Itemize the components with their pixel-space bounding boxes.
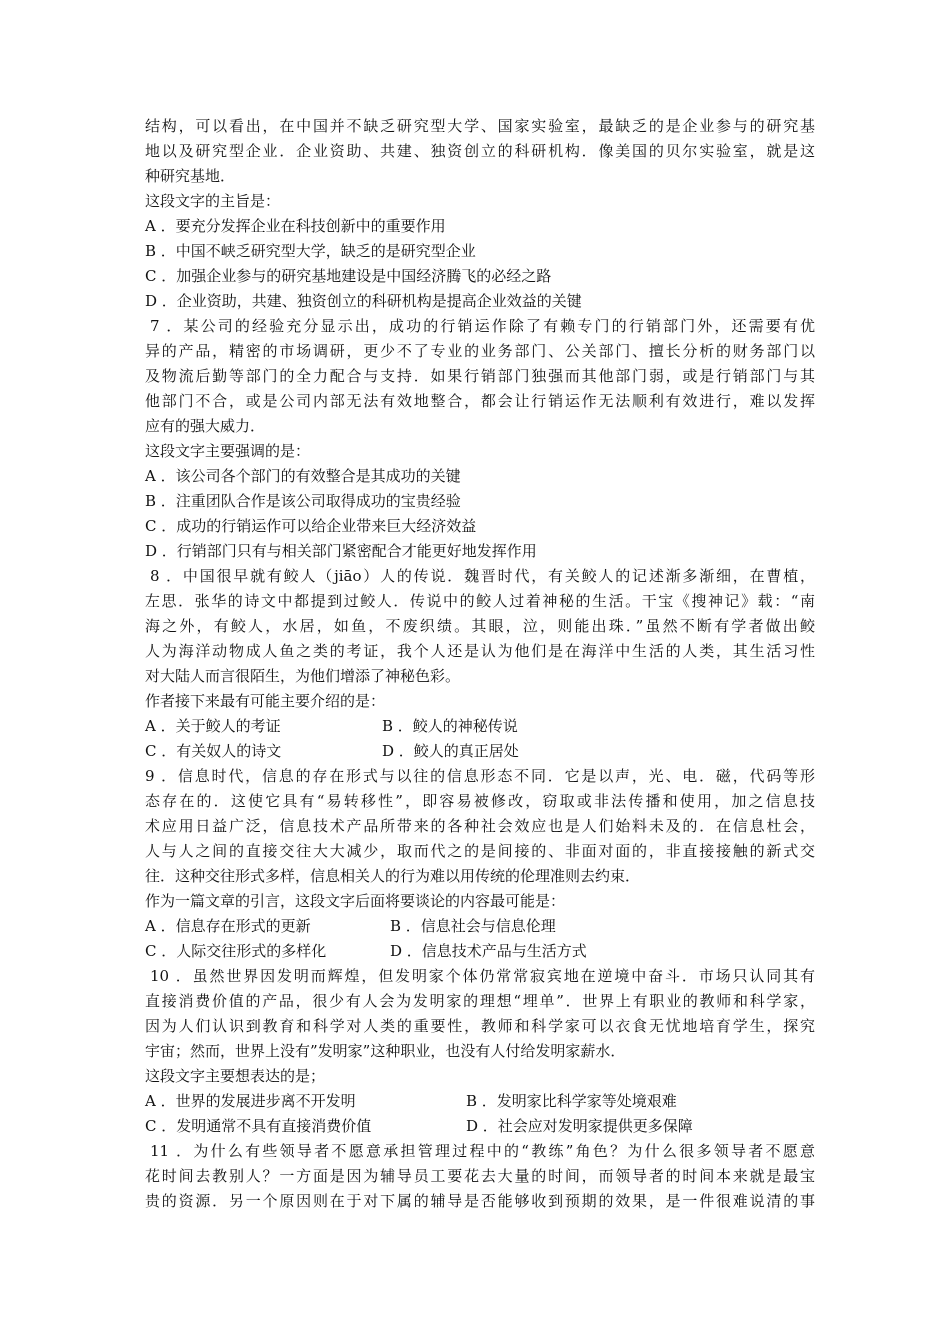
option-c: C ．人际交往形式的多样化: [145, 942, 327, 960]
option-c: C ．发明通常不具有直接消费价值: [145, 1117, 372, 1135]
passage-line: 9 ．信息时代，信息的存在形式与以往的信息形态不同．它是以声，光、电．磁，代码等形: [145, 767, 815, 785]
option-row: [145, 914, 815, 939]
option-b: B ．信息社会与信息伦理: [390, 917, 556, 935]
option-b: B ．中国不峡乏研究型大学，缺乏的是研究型企业: [145, 242, 476, 260]
option-row: [145, 1089, 815, 1114]
option-c: C ．有关奴人的诗文: [145, 742, 282, 760]
passage-line: 地以及研究型企业．企业资助、共建、独资创立的科研机构．像美国的贝尔实验室，就是这: [145, 142, 815, 160]
option-d: D ．企业资助，共建、独资创立的科研机构是提高企业效益的关键: [145, 292, 582, 310]
document-page: [145, 114, 815, 1214]
passage-line: 人与人之间的直接交往大大减少，取而代之的是间接的、非面对面的，非直接接触的新式交: [145, 842, 815, 860]
passage-line: 宇宙；然而，世界上没有”发明家”这种职业，也没有人付给发明家薪水．: [145, 1042, 626, 1060]
passage-line: 因为人们认识到教育和科学对人类的重要性，教师和科学家可以衣食无忧地培育学生，探究: [145, 1017, 815, 1035]
passage-line: 10 ．虽然世界因发明而辉煌，但发明家个体仍常常寂宾地在逆境中奋斗．市场只认同其有: [150, 967, 815, 985]
passage-line: 种研究基地．: [145, 167, 236, 185]
passage-line: 贵的资源．另一个原因则在于对下属的辅导是否能够收到预期的效果，是一件很难说清的事: [145, 1192, 815, 1210]
option-row: [145, 939, 815, 964]
passage-line: 态存在的．这使它具有“易转移性”，即容易被修改，窃取或非法传播和使用，加之信息技: [145, 792, 815, 810]
option-c: C ．成功的行销运作可以给企业带来巨大经济效益: [145, 517, 477, 535]
question-10: [145, 964, 815, 1139]
option-row: [145, 1114, 815, 1139]
option-b: B ．发明家比科学家等处境艰难: [466, 1092, 677, 1110]
option-c: C ．加强企业参与的研究基地建设是中国经济腾飞的必经之路: [145, 267, 552, 285]
option-row: [145, 714, 815, 739]
passage-line: 往．这种交往形式多样，信息相关人的行为难以用传统的伦理准则去约束．: [145, 867, 641, 885]
passage-line: 及物流后勤等部门的全力配合与支持．如果行销部门独强而其他部门弱，或是行销部门与其: [145, 367, 815, 385]
passage-line: 11 ．为什么有些领导者不愿意承担管理过程中的“教练”角色？为什么很多领导者不愿意: [150, 1142, 815, 1160]
option-a: A ．世界的发展进步离不开发明: [145, 1092, 356, 1110]
option-d: D ．鲛人的真正居处: [382, 742, 519, 760]
question-prompt: 这段文字主要想表达的是；: [145, 1067, 326, 1085]
passage-line: 8 ．中国很早就有鲛人（jiāo）人的传说．魏晋时代，有关鲛人的记述渐多渐细，在曹植，: [150, 567, 815, 585]
option-a: A ．信息存在形式的更新: [145, 917, 311, 935]
passage-line: 术应用日益广泛，信息技术产品所带来的各种社会效应也是人们始料未及的．在信息杜会，: [145, 817, 815, 835]
question-11: [145, 1139, 815, 1214]
passage-line: 应有的强大威力．: [145, 417, 266, 435]
passage-line: 直接消费价值的产品，很少有人会为发明家的理想“埋单”．世界上有职业的教师和科学家，: [145, 992, 815, 1010]
question-8: [145, 564, 815, 764]
question-prompt: 作者接下来最有可能主要介绍的是：: [145, 692, 386, 710]
passage-line: 结构，可以看出，在中国并不缺乏研究型大学、国家实验室，最缺乏的是企业参与的研究基: [145, 117, 815, 135]
question-prompt: 作为一篇文章的引言，这段文字后面将要谈论的内容最可能是：: [145, 892, 566, 910]
passage-line: 他部门不合，或是公司内部无法有效地整合，都会让行销运作无法顺利有效进行，难以发挥: [145, 392, 815, 410]
option-b: B ．鲛人的神秘传说: [382, 717, 518, 735]
option-d: D ．行销部门只有与相关部门紧密配合才能更好地发挥作用: [145, 542, 537, 560]
option-row: [145, 739, 815, 764]
option-d: D ．社会应对发明家提供更多保障: [466, 1117, 693, 1135]
question-9: [145, 764, 815, 964]
passage-line: 花时间去教别人？一方面是因为辅导员工要花去大量的时间，而领导者的时间本来就是最宝: [145, 1167, 815, 1185]
question-6: [145, 114, 815, 314]
option-d: D ．信息技术产品与生活方式: [390, 942, 587, 960]
option-a: A ．要充分发挥企业在科技创新中的重要作用: [145, 217, 446, 235]
passage-line: 异的产品，精密的市场调研，更少不了专业的业务部门、公关部门、擅长分析的财务部门以: [145, 342, 815, 360]
passage-line: 对大陆人而言很陌生，为他们增添了神秘色彩。: [145, 667, 461, 685]
passage-line: 左思．张华的诗文中都提到过鲛人．传说中的鲛人过着神秘的生活。干宝《搜神记》载：“南: [145, 592, 815, 610]
option-b: B ．注重团队合作是该公司取得成功的宝贵经验: [145, 492, 461, 510]
question-7: [145, 314, 815, 564]
question-prompt: 这段文字主要强调的是：: [145, 442, 311, 460]
passage-line: 人为海洋动物成人鱼之类的考证，我个人还是认为他们是在海洋中生活的人类，其生活习性: [145, 642, 815, 660]
question-prompt: 这段文字的主旨是：: [145, 192, 281, 210]
passage-line: 7 ．某公司的经验充分显示出，成功的行销运作除了有赖专门的行销部门外，还需要有优: [150, 317, 815, 335]
option-a: A ．该公司各个部门的有效整合是其成功的关键: [145, 467, 461, 485]
passage-line: 海之外，有鲛人，水居，如鱼，不废织绩。其眼，泣，则能出珠．”虽然不断有学者做出鲛: [145, 617, 815, 635]
option-a: A ．关于鲛人的考证: [145, 717, 281, 735]
